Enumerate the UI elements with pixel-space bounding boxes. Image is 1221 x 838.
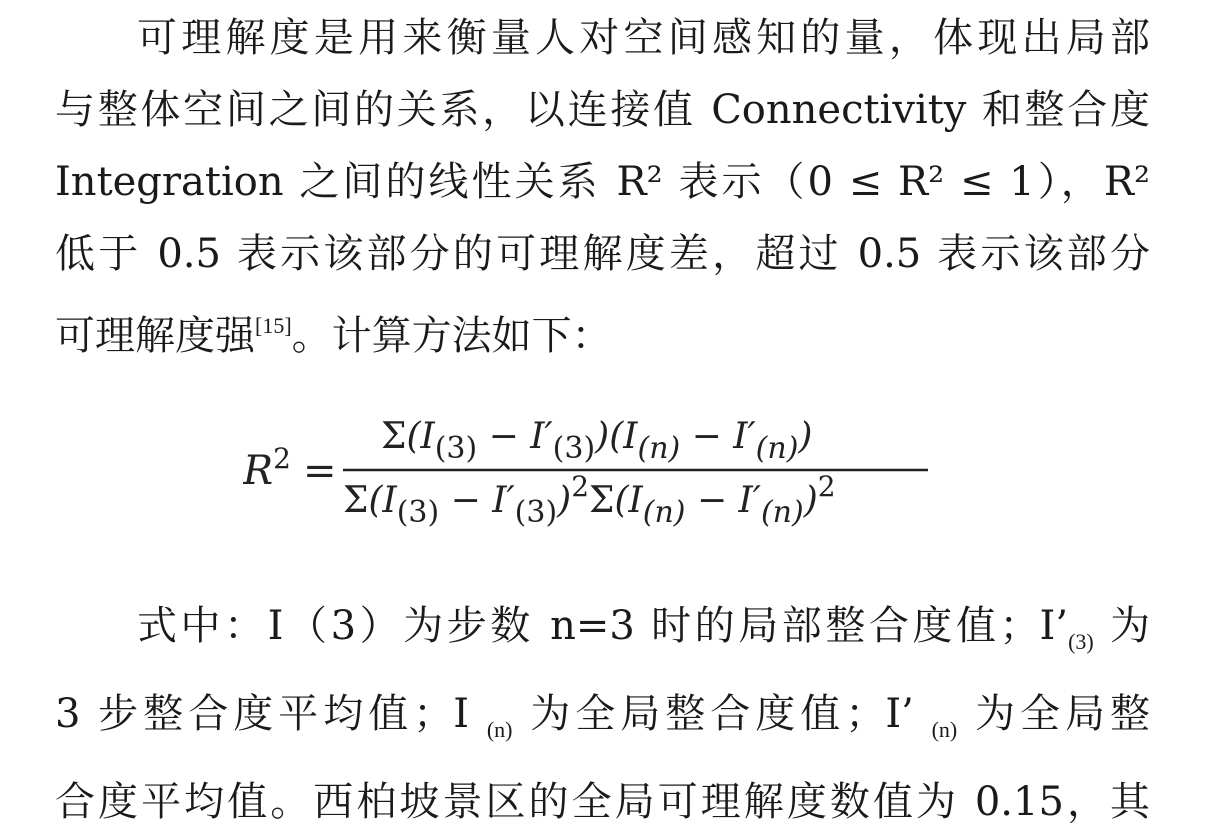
text-line: 低于 0.5 表示该部分的可理解度差，超过 0.5 表示该部分 — [55, 231, 1150, 277]
text-line: Integration 之间的线性关系 R² 表示（0 ≤ R² ≤ 1），R² — [55, 159, 1150, 205]
text-segment: 3 步整合度平均值；I — [55, 691, 487, 737]
formula-lhs-exponent: 2 — [273, 442, 291, 475]
citation-reference: [15] — [255, 313, 292, 338]
subscript: (n) — [486, 717, 513, 742]
subscript: (n) — [931, 717, 958, 742]
text-segment: 。计算方法如下： — [291, 313, 612, 359]
text-line — [55, 590, 1150, 678]
formula-denominator: $\Sigma(I_{(3)} - I'_{(3)})^2\Sigma(I_{(n)} - I'_{(n)})^2$ — [343, 470, 836, 530]
formula-lhs: R — [243, 448, 274, 494]
paragraph-definitions — [55, 590, 1150, 838]
formula-r-squared — [243, 400, 943, 540]
svg-text:R2 — [243, 442, 291, 494]
subscript: (3) — [1068, 629, 1094, 654]
formula-numerator: $\Sigma(I_{(3)} - I'_{(3)})(I_{(n)} - I'_{(n)})$ — [381, 416, 813, 466]
text-line: 可理解度是用来衡量人对空间感知的量，体现出局部 — [137, 15, 1150, 61]
text-segment: 为全局整合度值；I’ — [512, 691, 932, 737]
text-segment: 可理解度强 — [55, 313, 255, 359]
text-segment: 式中：I（3）为步数 n=3 时的局部整合度值；I’ — [137, 603, 1069, 649]
formula-graphic — [243, 400, 943, 540]
formula-equals: = — [303, 448, 337, 494]
text-line — [55, 290, 1150, 372]
paragraph-intelligibility — [55, 2, 1150, 372]
text-line: 合度平均值。西柏坡景区的全局可理解度数值为 0.15，其 — [55, 779, 1150, 825]
text-line — [55, 678, 1150, 766]
text-segment: 为全局整 — [957, 691, 1151, 737]
text-segment: 为 — [1093, 603, 1151, 649]
text-line: 与整体空间之间的关系，以连接值 Connectivity 和整合度 — [55, 87, 1150, 133]
